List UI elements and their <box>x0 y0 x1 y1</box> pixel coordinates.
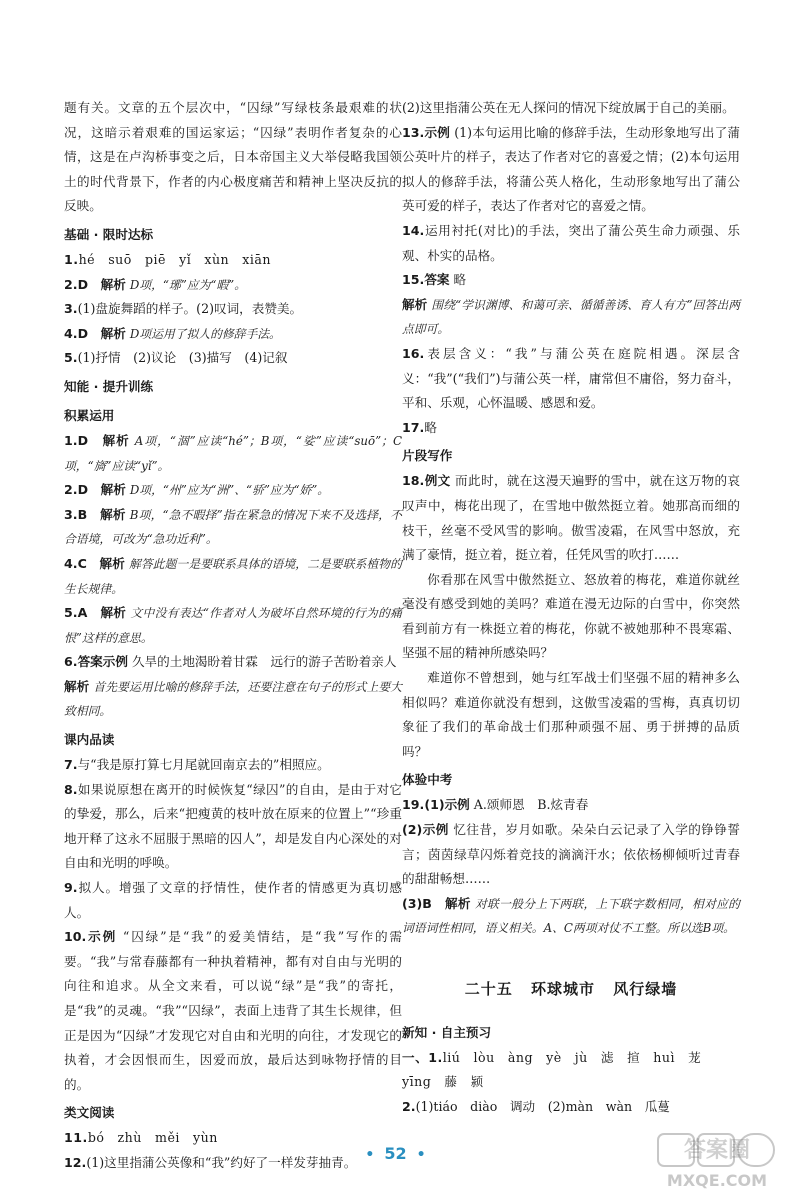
answer-item: 14.运用衬托(对比)的手法，突出了蒲公英生命力顽强、乐观、朴实的品格。 <box>402 222 740 263</box>
answer-item: 19.(1)示例 A.颂师恩 B.炫青春 <box>402 797 589 813</box>
subsection-heading: 体验中考 <box>402 772 453 788</box>
answer-item: 12.(1)这里指蒲公英像和“我”约好了一样发芽抽青。 <box>64 1154 357 1170</box>
answer-item: 2.D 解析 D项，“州”应为“洲”、“骄”应为“娇”。 <box>64 482 330 498</box>
answer-item: 5.(1)抒情 (2)议论 (3)描写 (4)记叙 <box>64 350 288 366</box>
answer-item: 17.略 <box>402 419 437 435</box>
answer-item: 18.例文 而此时，就在这漫天遍野的雪中，就在这万物的哀叹声中，梅花出现了，在雪地中傲然挺立着。她那高而细的枝干，丝毫不受风雪的影响。傲雪凌霜，在风雪中怒放，充满了豪情，挺立着，挺立着，任凭风雪的吹打…… <box>402 473 741 563</box>
answer-item: 7.与“我是原打算七月尾就回南京去的”相照应。 <box>64 757 330 773</box>
answer-item: 11.bó zhù měi yùn <box>64 1130 218 1146</box>
essay-paragraph: 难道你不曾想到，她与红军战士们坚强不屈的精神多么相似吗？难道你就没有想到，这傲雪凌霜的雪梅，真真切切象征了我们的革命战士们那种顽强不屈、勇于拼搏的品质吗？ <box>402 670 740 759</box>
analysis-note: 解析 首先要运用比喻的修辞手法，还要注意在句子的形式上要大致相同。 <box>64 678 402 719</box>
answer-item: (3)B 解析 对联一般分上下两联，上下联字数相同，相对应的词语词性相同，语义相关。A、C两项对仗不工整。所以选B项。 <box>402 895 740 936</box>
watermark-logo <box>654 1130 780 1192</box>
left-column <box>64 96 402 1176</box>
answer-item: 一、1.liú lòu àng yè jù 滤 揎 huì 茏 <box>402 1049 702 1065</box>
answer-item: 10.示例 “囚绿”是“我”的爱美情结，是“我”写作的需要。“我”与常春藤都有一种执着精神，都有对自由与光明的向往和追求。从全文来看，可以说“绿”是“我”的寄托，是“我”的灵魂。“我”“囚绿”，表面上违背了其生长规律，但正是因为“囚绿”才发现它对自由和光明的向往，才发现它的执着，才会因恨而生，因爱而放，最后达到咏物抒情的目的。 <box>64 929 402 1092</box>
right-column <box>402 96 740 1119</box>
answer-item: 16.表层含义：“我”与蒲公英在庭院相遇。深层含义：“我”(“我们”)与蒲公英一样，庸常但不庸俗，努力奋斗，平和、乐观，心怀温暖、感恩和爱。 <box>402 345 740 411</box>
answer-item: 3.(1)盘旋舞蹈的样子。(2)叹词，表赞美。 <box>64 301 303 317</box>
answer-item: 9.拟人。增强了文章的抒情性，使作者的情感更为真切感人。 <box>64 880 402 920</box>
answer-item: (2)示例 忆往昔，岁月如歌。朵朵白云记录了入学的铮铮誓言；茵茵绿草闪烁着竞技的滴滴汗水；依依杨柳倾听过青春的甜甜畅想…… <box>402 822 740 887</box>
essay-paragraph: 你看那在风雪中傲然挺立、怒放着的梅花，难道你就丝毫没有感受到她的美吗？难道在漫无边际的白雪中，你突然看到前方有一株挺立着的梅花，你就不被她那种不畏寒霜、坚强不屈的精神所感染吗？ <box>402 571 740 661</box>
section-heading-preview: 新知 · 自主预习 <box>402 1024 492 1040</box>
subsection-heading: 类文阅读 <box>64 1105 115 1121</box>
dot-icon: • <box>416 1147 426 1163</box>
answer-item: 15.答案 略 <box>402 272 467 288</box>
chapter-title-part1: 环球城市 <box>530 980 595 998</box>
page-number: • 52 • <box>365 1144 426 1163</box>
subsection-heading: 课内品读 <box>64 732 115 748</box>
answer-item: 8.如果说原想在离开的时候恢复“绿囚”的自由，是由于对它的挚爱，那么，后来“把瘦黄的枝叶放在原来的位置上”“珍重地开释了这永不屈服于黑暗的囚人”，却是发自内心深处的对自由和光明的呼唤。 <box>64 781 402 871</box>
answer-item: 2.D 解析 D项，“琊”应为“暇”。 <box>64 276 246 292</box>
answer-item: 4.C 解析 解答此题一是要联系具体的语境，二是要联系植物的生长规律。 <box>64 555 402 596</box>
chapter-title-part2: 风行绿墙 <box>613 980 678 998</box>
answer-item: 1.D 解析 A项，“涸”应读“hé”；B项，“娑”应读“suō”；C项，“旖”应读“yǐ”。 <box>64 432 402 473</box>
answer-item: 3.B 解析 B项，“急不暇择”指在紧急的情况下来不及选择，不合语境，可改为“急功近利”。 <box>64 506 402 547</box>
answer-item: (2)这里指蒲公英在无人探问的情况下绽放属于自己的美丽。 <box>402 100 735 115</box>
subsection-heading: 积累运用 <box>64 407 115 423</box>
answer-item: yīng 藤 颍 <box>402 1074 484 1090</box>
analysis-note: 解析 围绕“学识渊博、和蔼可亲、循循善诱、育人有方”回答出两点即可。 <box>402 296 740 337</box>
answer-item: 5.A 解析 文中没有表达“作者对人为破坏自然环境的行为的痛恨”这样的意思。 <box>64 605 402 645</box>
section-heading-basic: 基础 · 限时达标 <box>64 226 154 242</box>
section-heading-improve: 知能 · 提升训练 <box>64 378 154 394</box>
chapter-number: 二十五 <box>464 980 513 998</box>
answer-item: 13.示例 (1)本句运用比喻的修辞手法，生动形象地写出了蒲公英叶片的样子，表达了作者对它的喜爱之情；(2)本句运用拟人的修辞手法，将蒲公英人格化，生动形象地写出了蒲公英可爱的样子，表达了作者对它的喜爱之情。 <box>402 124 740 214</box>
dot-icon: • <box>365 1147 375 1163</box>
svg-text:答案圈: 答案圈 <box>683 1138 751 1163</box>
answer-item: 2.(1)tiáo diào 调动 (2)màn wàn 瓜蔓 <box>402 1098 670 1114</box>
chapter-title <box>402 977 740 1002</box>
intro-paragraph: 题有关。文章的五个层次中，“囚绿”写绿枝条最艰难的状况，这暗示着艰难的国运家运；“囚绿”表明作者复杂的心情，这是在卢沟桥事变之后，日本帝国主义大举侵略我国领土的时代背景下，作者的内心极度痛苦和精神上坚决反抗的反映。 <box>64 100 402 214</box>
answer-item: 4.D 解析 D项运用了拟人的修辞手法。 <box>64 325 281 341</box>
answer-item: 6.答案示例 久旱的土地渴盼着甘霖 远行的游子苦盼着亲人 <box>64 654 397 670</box>
svg-text:MXQE.COM: MXQE.COM <box>666 1171 768 1190</box>
answer-item: 1.hé suō piē yǐ xùn xiān <box>64 251 272 267</box>
subsection-heading: 片段写作 <box>402 448 453 464</box>
